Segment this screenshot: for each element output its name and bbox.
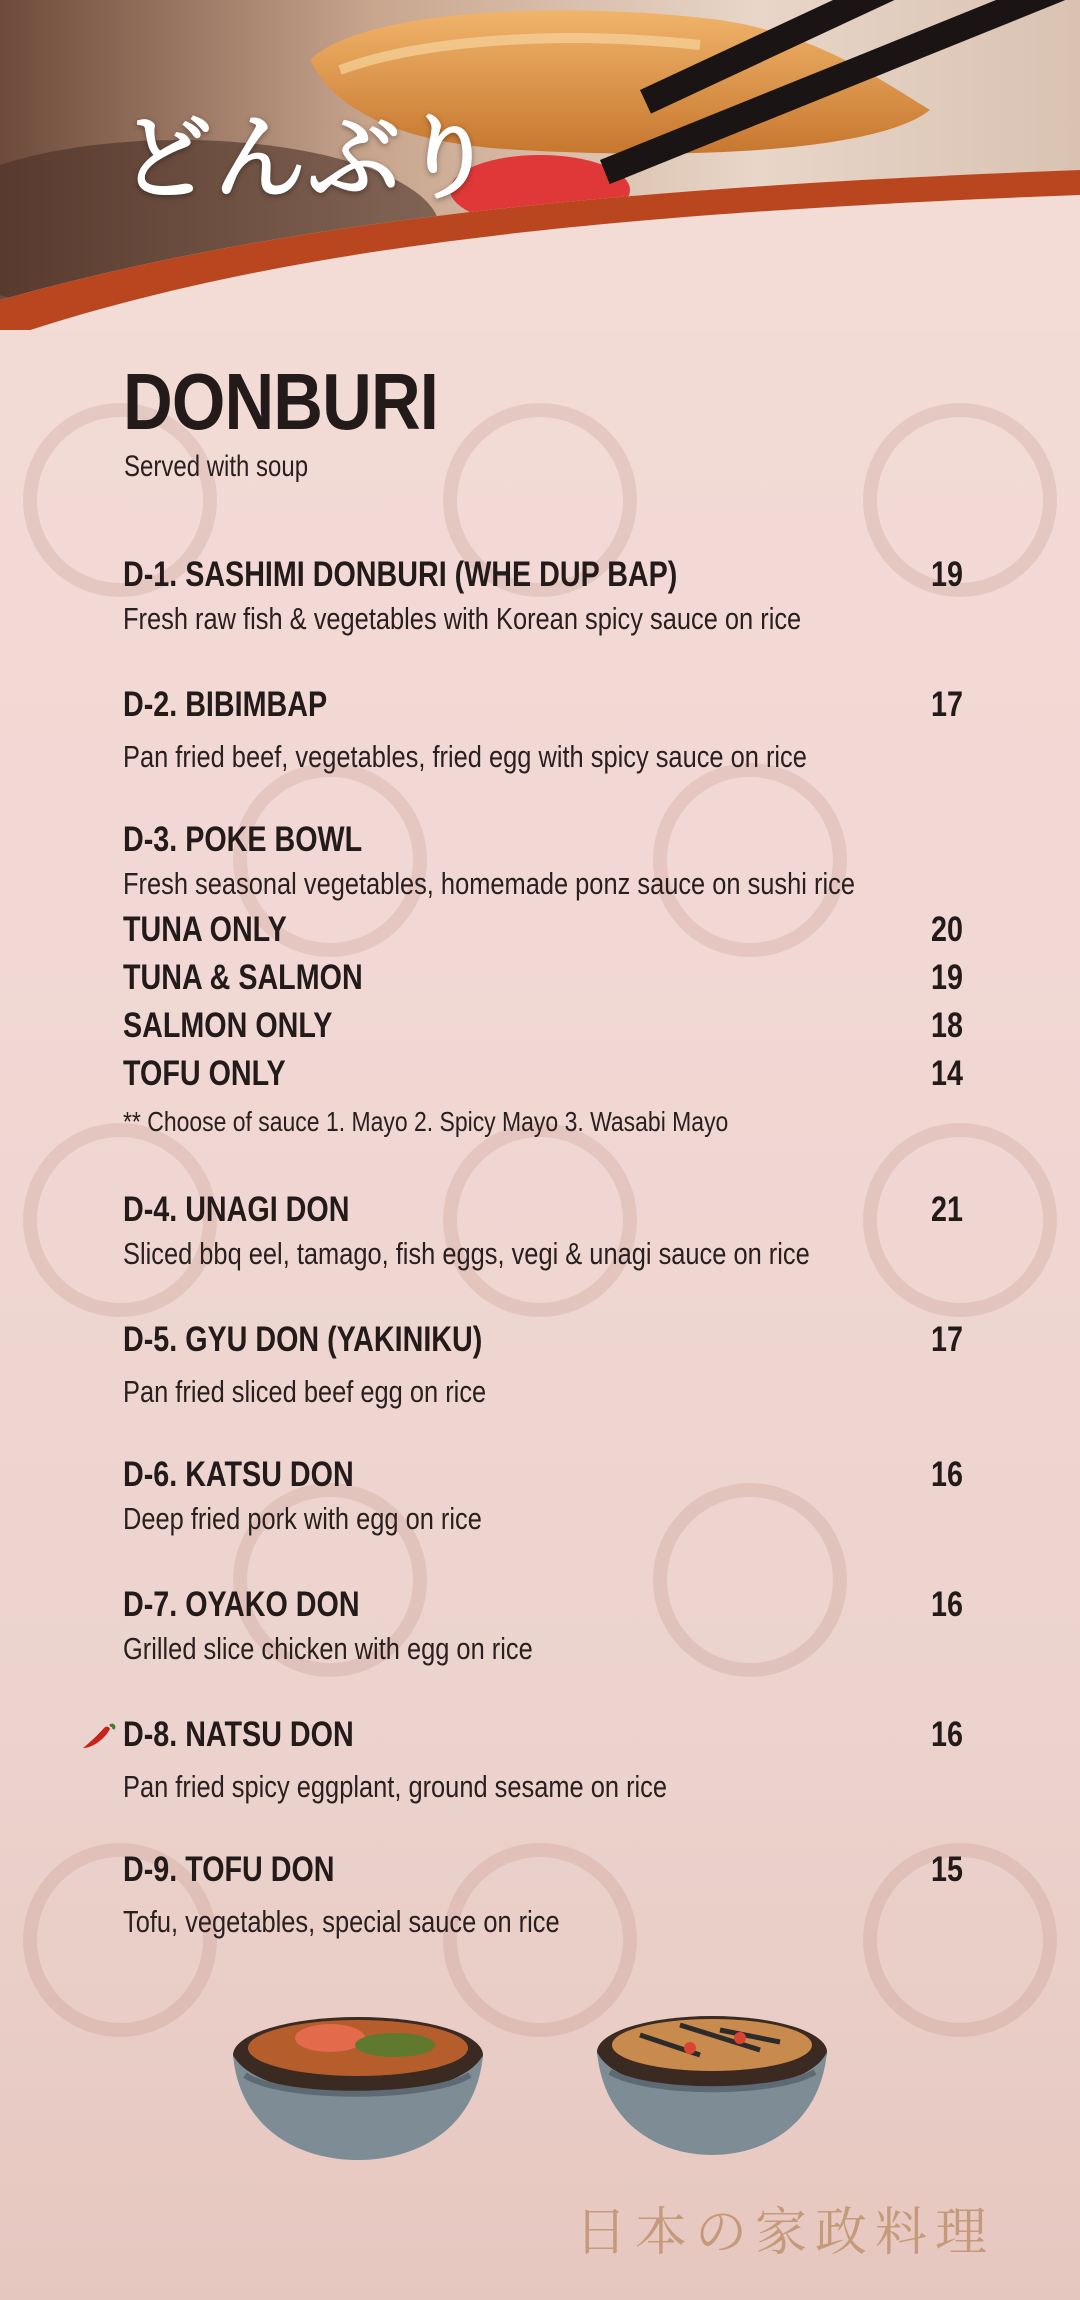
item-name: D-6. KATSU DON <box>123 1455 354 1494</box>
item-name: D-3. POKE BOWL <box>123 820 363 859</box>
section-title: DONBURI <box>123 357 439 446</box>
header-banner <box>0 0 1080 330</box>
item-price: 15 <box>931 1850 963 1889</box>
option-name: SALMON ONLY <box>123 1006 333 1045</box>
item-description: Tofu, vegetables, special sauce on rice <box>123 1904 560 1939</box>
poke-option <box>123 958 963 998</box>
item-price: 17 <box>931 685 963 724</box>
japanese-title: どんぶり <box>120 104 497 212</box>
item-description: Fresh seasonal vegetables, homemade ponz sauce on sushi rice <box>123 866 855 901</box>
item-description: Fresh raw fish & vegetables with Korean spicy sauce on rice <box>123 601 802 636</box>
chili-pepper-icon <box>80 1722 116 1752</box>
item-name: D-9. TOFU DON <box>123 1850 335 1889</box>
menu-item <box>123 1455 963 1537</box>
item-name: D-5. GYU DON (YAKINIKU) <box>123 1320 483 1359</box>
sauce-note-text: ** Choose of sauce 1. Mayo 2. Spicy Mayo 3. Wasabi Mayo <box>123 1106 729 1137</box>
option-price: 20 <box>931 910 963 949</box>
item-name: D-2. BIBIMBAP <box>123 685 328 724</box>
item-price: 16 <box>931 1715 963 1754</box>
option-name: TUNA & SALMON <box>123 958 363 997</box>
sauce-note <box>123 1106 963 1138</box>
item-price: 21 <box>931 1190 963 1229</box>
menu-item <box>123 1585 963 1667</box>
menu-item <box>123 555 963 637</box>
item-name: D-4. UNAGI DON <box>123 1190 350 1229</box>
footer-japanese-text: 日本の家政料理 <box>575 2203 996 2263</box>
option-name: TUNA ONLY <box>123 910 287 949</box>
option-name: TOFU ONLY <box>123 1054 286 1093</box>
menu-item <box>123 685 963 775</box>
item-name: D-1. SASHIMI DONBURI (WHE DUP BAP) <box>123 555 678 594</box>
poke-option <box>123 1054 963 1094</box>
item-description: Grilled slice chicken with egg on rice <box>123 1631 533 1666</box>
item-name: D-7. OYAKO DON <box>123 1585 360 1624</box>
item-description: Sliced bbq eel, tamago, fish eggs, vegi & unagi sauce on rice <box>123 1236 810 1271</box>
section-subtitle: Served with soup <box>124 450 309 483</box>
item-price: 17 <box>931 1320 963 1359</box>
item-description: Deep fried pork with egg on rice <box>123 1501 482 1536</box>
item-description: Pan fried sliced beef egg on rice <box>123 1374 487 1409</box>
item-price: 16 <box>931 1585 963 1624</box>
option-price: 18 <box>931 1006 963 1045</box>
item-price: 19 <box>931 555 963 594</box>
menu-item <box>123 1190 963 1272</box>
item-description: Pan fried spicy eggplant, ground sesame on rice <box>123 1769 668 1804</box>
option-price: 19 <box>931 958 963 997</box>
item-description: Pan fried beef, vegetables, fried egg with spicy sauce on rice <box>123 739 807 774</box>
poke-option <box>123 910 963 950</box>
donburi-bowl-photos <box>0 1980 1080 2180</box>
item-price: 16 <box>931 1455 963 1494</box>
menu-item <box>123 820 963 902</box>
menu-item <box>123 1320 963 1410</box>
menu-item <box>123 1850 963 1940</box>
option-price: 14 <box>931 1054 963 1093</box>
bowl-left <box>233 2017 483 2160</box>
bowl-right <box>597 2016 827 2155</box>
poke-option <box>123 1006 963 1046</box>
item-name: D-8. NATSU DON <box>123 1715 354 1754</box>
menu-item <box>123 1715 963 1805</box>
